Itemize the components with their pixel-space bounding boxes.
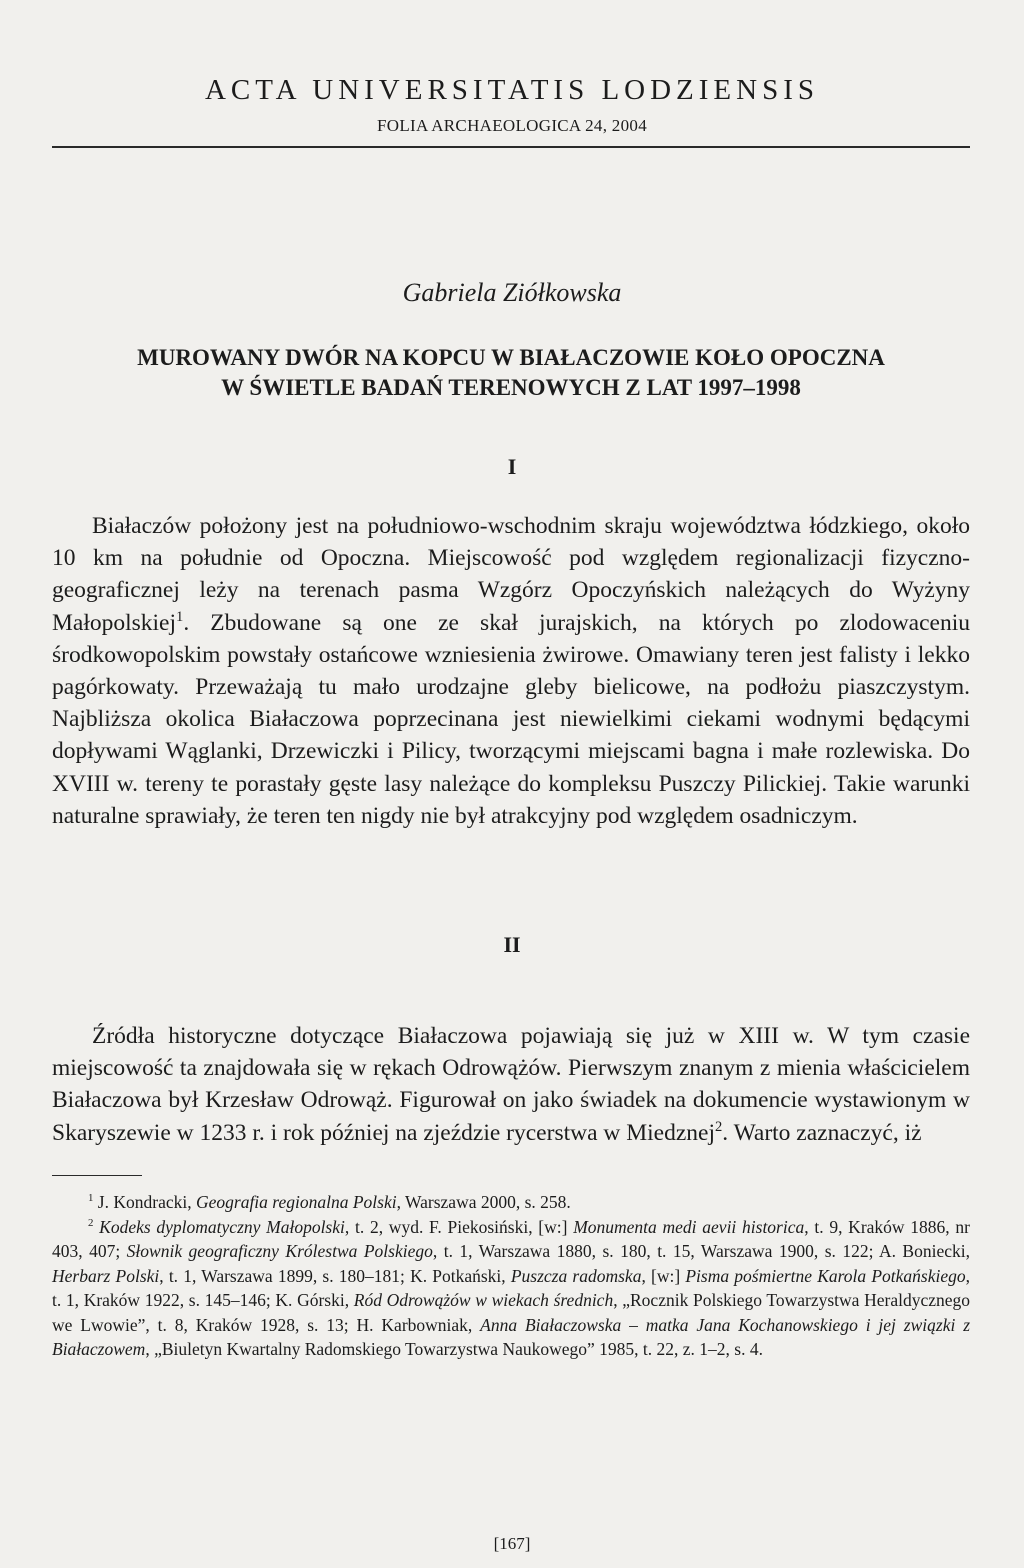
header-rule — [52, 146, 970, 148]
italic-text: Anna Białaczowska – matka Jana Kochanowskiego i jej związki z Białaczowem — [52, 1314, 971, 1359]
series-line: FOLIA ARCHAEOLOGICA 24, 2004 — [376, 116, 648, 135]
italic-text: Słownik geograficzny Królestwa Polskiego — [126, 1241, 433, 1261]
italic-text: Geografia regionalna Polski — [195, 1192, 397, 1212]
footnote-rule — [52, 1175, 142, 1176]
footnote-marker: 1 — [88, 1192, 94, 1205]
section-numeral-1: I — [507, 454, 517, 479]
footnote-1: $^1$ J. Kondracki, Geografia regionalna Polski, Warszawa 2000, s. 258. — [88, 1192, 571, 1212]
title-line-2: W ŚWIETLE BADAŃ TERENOWYCH Z LAT 1997–1998 — [221, 375, 801, 400]
article-title — [52, 343, 970, 403]
italic-text: Puszcza radomska — [510, 1265, 642, 1286]
footnote-2: $^2$ Kodeks dyplomatyczny Małopolski, t. 2, wyd. F. Piekosiński, [w:] Monumenta medi aevii historica, t. 9, Kraków 1886, nr 403, 407; Słownik geograficzny Królestwa Polskiego, t. 1, Warszawa 1880, s. 180, t. 15, Warszawa 1900, s. 122; A. Boniecki, Herbarz Polski, t. 1, Warszawa 1899, s. 180–181; K. Potkański, Puszcza radomska, [w:] Pisma pośmiertne Karola Potkańskiego, t. 1, Kraków 1922, s. 145–146; K. Górski, Ród Odrowążów w wiekach średnich, „Rocznik Polskiego Towarzystwa Heraldycznego we Lwowie”, t. 8, Kraków 1928, s. 13; H. Karbowniak, Anna Białaczowska – matka Jana Kochanowskiego i jej związki z Białaczowem, „Biuletyn Kwartalny Radomskiego Towarzystwa Naukowego” 1985, t. 22, z. 1–2, s. 4. — [52, 1216, 971, 1359]
footnote-marker: 2 — [88, 1216, 94, 1229]
title-line-1: MUROWANY DWÓR NA KOPCU W BIAŁACZOWIE KOŁO OPOCZNA — [137, 345, 885, 370]
page-number: [167] — [493, 1534, 531, 1553]
italic-text: Pisma pośmiertne Karola Potkańskiego — [685, 1265, 966, 1286]
italic-text: Herbarz Polski — [52, 1265, 160, 1286]
italic-text: Kodeks dyplomatyczny Małopolski — [99, 1216, 345, 1237]
section-2-paragraph: Źródła historyczne dotyczące Białaczowa pojawiają się już w XIII w. W tym czasie miejscowość ta znajdowała się w rękach Odrowążów. Pierwszym znanym z mienia właścicielem Białaczowa był Krzesław Odrowąż. Figurował on jako świadek na dokumencie wystawionym w Skaryszewie w 1233 r. i rok później na zjeździe rycerstwa w Miedznej$^2$. Warto zaznaczyć, iż — [52, 1023, 970, 1146]
footnote-marker: 1 — [176, 608, 184, 625]
section-numeral-2: II — [503, 932, 521, 957]
footnote-marker: 2 — [714, 1118, 723, 1135]
journal-title: ACTA UNIVERSITATIS LODZIENSIS — [204, 74, 819, 106]
italic-text: Monumenta medi aevii historica — [573, 1216, 805, 1237]
italic-text: Ród Odrowążów w wiekach średnich — [353, 1290, 614, 1310]
section-1-paragraph: Białaczów położony jest na południowo-wschodnim skraju województwa łódzkiego, około 10 km na południe od Opoczna. Miejscowość pod względem regionalizacji fizyczno-geograficznej leży na terenach pasma Wzgórz Opoczyńskich należących do Wyżyny Małopolskiej$^1$. Zbudowane są one ze skał jurajskich, na których po zlodowaceniu środkowopolskim powstały ostańcowe wzniesienia żwirowe. Omawiany teren jest falisty i lekko pagórkowaty. Przeważają tu mało urodzajne gleby bielicowe, na podłożu piaszczystym. Najbliższa okolica Białaczowa poprzecinana jest niewielkimi ciekami wodnymi będącymi dopływami Wąglanki, Drzewiczki i Pilicy, tworzącymi miejscami bagna i małe rozlewiska. Do XVIII w. tereny te porastały gęste lasy należące do kompleksu Puszczy Pilickiej. Takie warunki naturalne sprawiały, że teren ten nigdy nie był atrakcyjny pod względem osadniczym. — [52, 513, 970, 829]
author-name: Gabriela Ziółkowska — [402, 278, 622, 307]
footnotes — [52, 1190, 970, 1362]
